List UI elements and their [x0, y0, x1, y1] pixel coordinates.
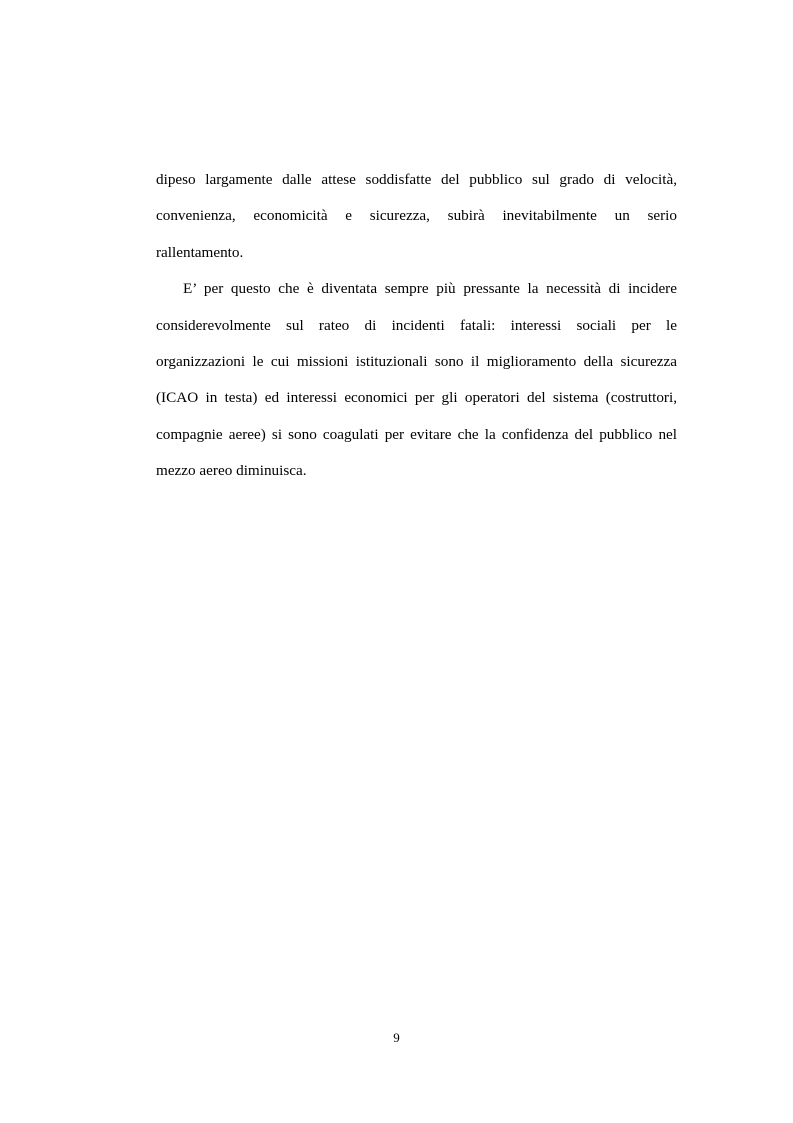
paragraph-2-line-2: considerevolmente sul rateo di incidenti fatali: interessi sociali per le [156, 316, 677, 334]
paragraph-2-line-1: E’ per questo che è diventata sempre più pressante la necessità di incidere [183, 280, 677, 298]
body-text [156, 166, 677, 494]
page-number: 9 [393, 1030, 400, 1045]
paragraph-2-line-4: (ICAO in testa) ed interessi economici per gli operatori del sistema (costruttori, [156, 389, 677, 407]
paragraph-2-line-5: compagnie aeree) si sono coagulati per evitare che la confidenza del pubblico nel [156, 425, 677, 443]
paragraph-2-line-3: organizzazioni le cui missioni istituzionali sono il miglioramento della sicurezza [156, 352, 677, 370]
paragraph-1-line-3: rallentamento. [156, 243, 244, 261]
paragraph-1-line-2: convenienza, economicità e sicurezza, subirà inevitabilmente un serio [156, 207, 677, 225]
paragraph-2-line-6: mezzo aereo diminuisca. [156, 462, 307, 480]
paragraph-1-line-1: dipeso largamente dalle attese soddisfatte del pubblico sul grado di velocità, [156, 171, 677, 188]
